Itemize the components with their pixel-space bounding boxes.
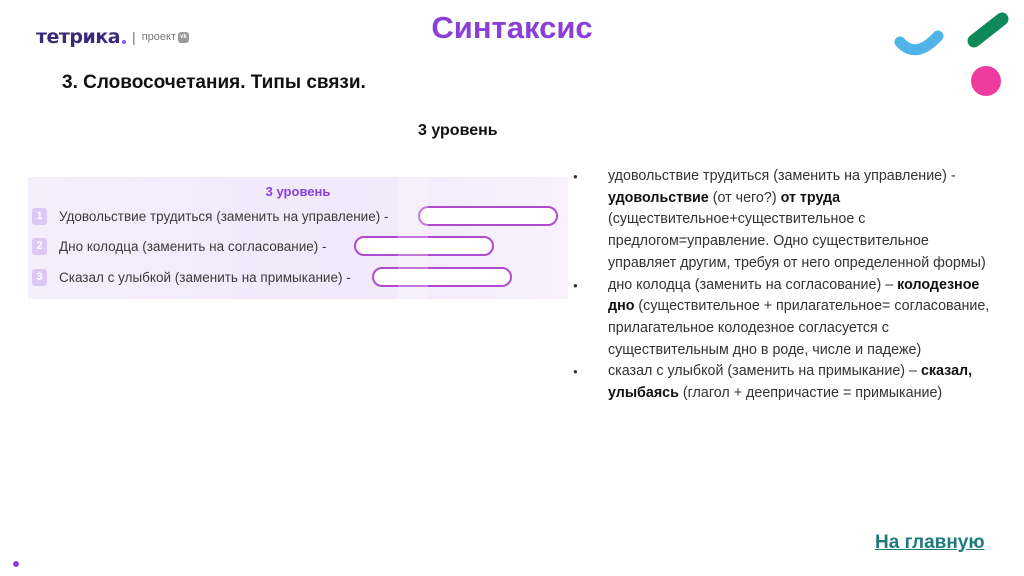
task-card-image (28, 177, 568, 299)
logo-wordmark: тетрика (36, 26, 121, 48)
task-number-badge: 3 (32, 269, 47, 286)
vk-icon: vk (178, 32, 189, 43)
level-heading: 3 уровень (418, 122, 498, 139)
slide-title: Синтаксис (431, 10, 593, 45)
home-link[interactable]: На главную (875, 532, 985, 553)
answer-bold: от труда (780, 189, 841, 206)
answer-bold: сказал, улыбаясь (608, 363, 973, 402)
answer-bold: колодезное дно (608, 276, 980, 315)
task-text: Дно колодца (заменить на согласование) - (59, 238, 327, 254)
answer-text: (от чего?) (708, 189, 781, 206)
answer-slot (372, 267, 512, 287)
list-item (572, 275, 992, 362)
task-card-title: 3 уровень (265, 184, 331, 199)
task-row (32, 236, 327, 256)
task-text: Удовольствие трудиться (заменить на управление) - (59, 208, 389, 224)
task-row (32, 206, 388, 226)
answer-text: (глагол + деепричастие = примыкание) (678, 385, 943, 402)
section-subtitle: 3. Словосочетания. Типы связи. (62, 72, 366, 93)
logo-separator: | (132, 29, 136, 45)
answer-text: (существительное+существительное с предлогом=управление. Одно существительное управляет другим, требуя от него определенной формы) (608, 211, 986, 271)
decorative-shapes (888, 10, 1024, 105)
answer-slot (354, 236, 494, 256)
list-item (572, 361, 992, 404)
pink-circle-icon (971, 66, 1001, 96)
answer-slot (418, 206, 558, 226)
answers-list (572, 166, 992, 405)
task-number-badge: 1 (32, 208, 47, 225)
answer-bold: удовольствие (608, 189, 709, 206)
task-row (32, 267, 351, 287)
logo-project-label: проект (141, 31, 176, 43)
task-text: Сказал с улыбкой (заменить на примыкание) - (59, 269, 351, 285)
answer-text: (существительное + прилагательное= согласование, прилагательное колодезное согласуется с существительным дно в роде, числе и падеже) (608, 298, 990, 358)
blue-swoosh-icon (900, 36, 938, 50)
corner-dot-icon (13, 561, 19, 567)
green-pill-icon (974, 19, 1002, 41)
list-item (572, 166, 992, 275)
answer-lead: удовольствие трудиться (заменить на управление) - (608, 168, 956, 184)
answer-lead: сказал с улыбкой (заменить на примыкание) – (608, 363, 917, 380)
answer-lead: дно колодца (заменить на согласование) – (608, 276, 894, 293)
task-number-badge: 2 (32, 238, 47, 255)
